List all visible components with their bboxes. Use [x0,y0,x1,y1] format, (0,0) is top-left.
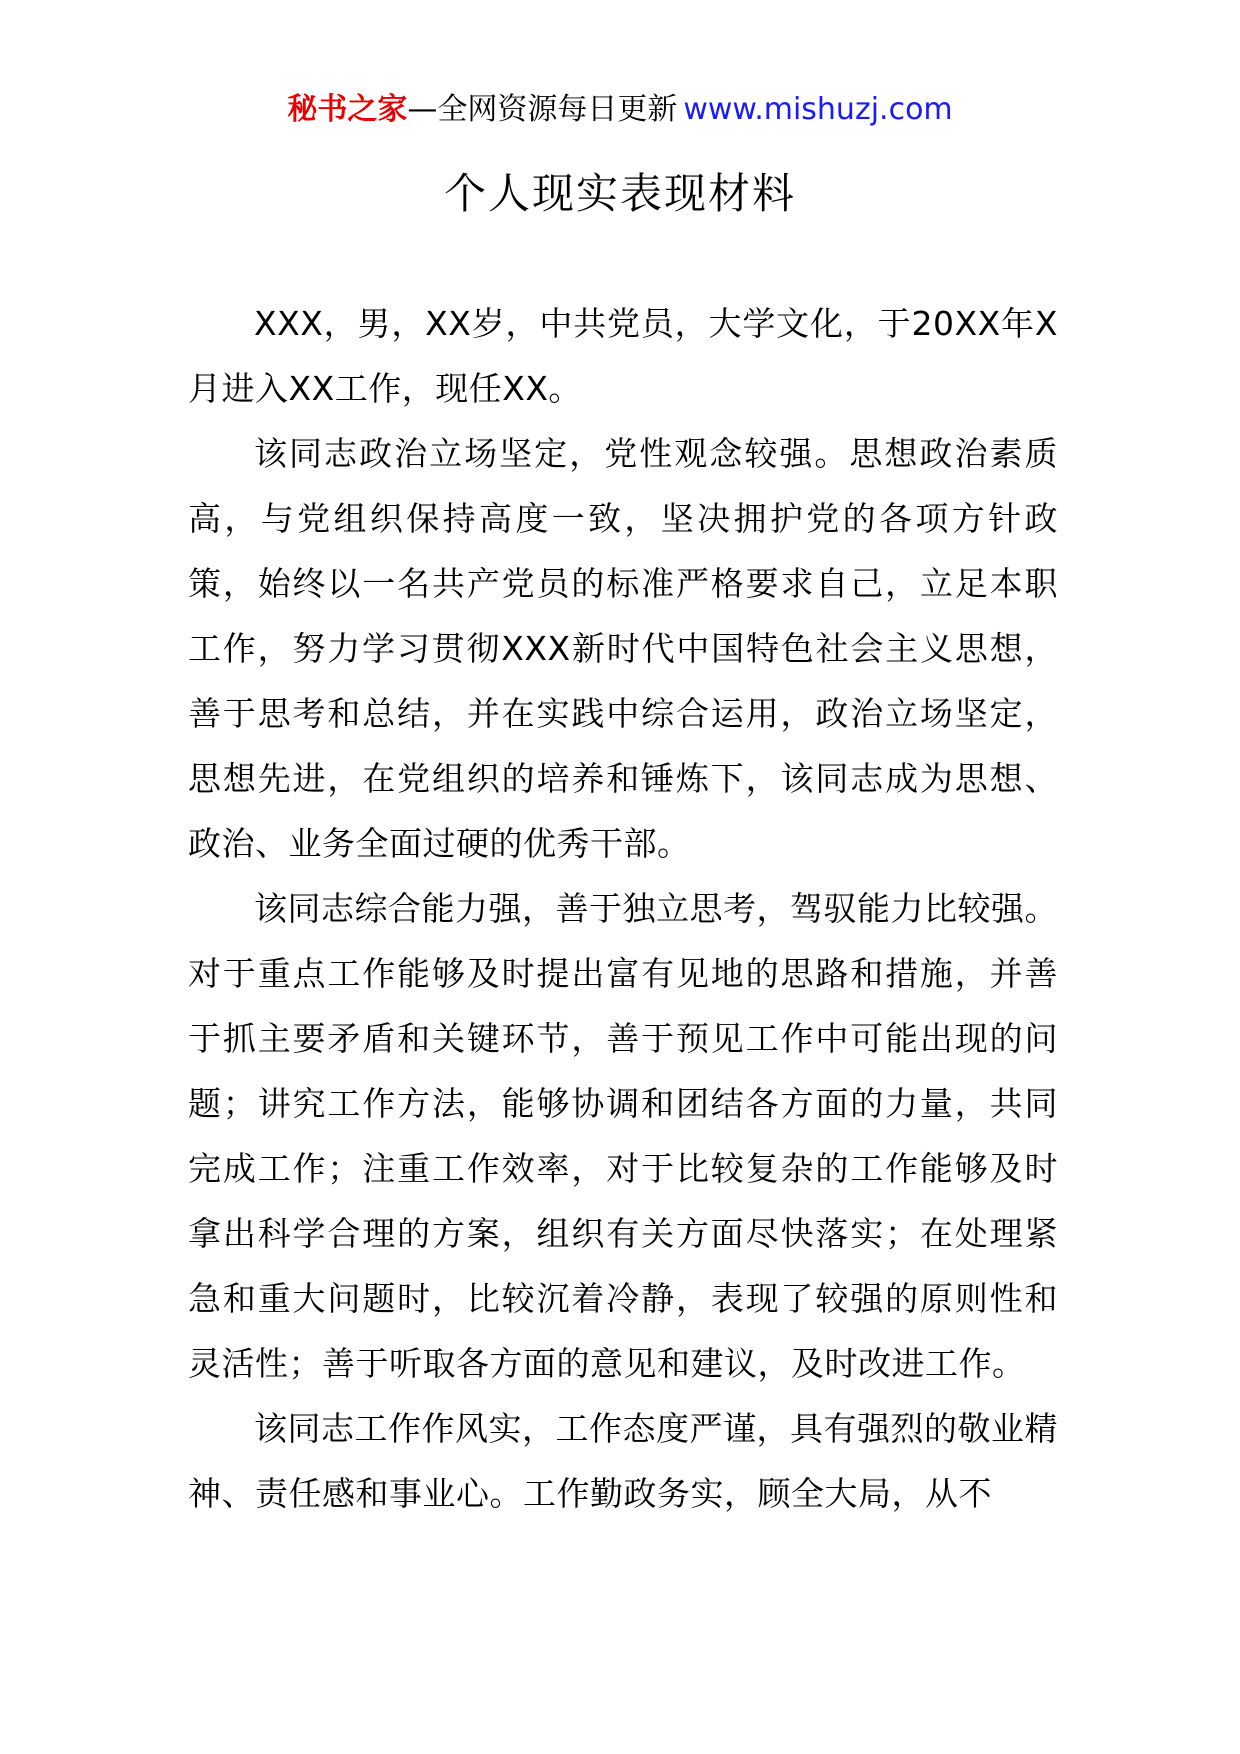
site-header [0,90,1240,130]
paragraph-work-style: 该同志工作作风实，工作态度严谨，具有强烈的敬业精神、责任感和事业心。工作勤政务实，顾全大局，从不 [188,1409,1058,1513]
site-name: 秘书之家 [287,92,408,127]
paragraph-basic-info: XXX，男，XX岁，中共党员，大学文化，于20XX年X月进入XX工作，现任XX。 [188,304,1058,408]
paragraph-political-stance: 该同志政治立场坚定，党性观念较强。思想政治素质高，与党组织保持高度一致，坚决拥护党的各项方针政策，始终以一名共产党员的标准严格要求自己，立足本职工作，努力学习贯彻XXX新时代中国特色社会主义思想，善于思考和总结，并在实践中综合运用，政治立场坚定，思想先进，在党组织的培养和锤炼下，该同志成为思想、政治、业务全面过硬的优秀干部。 [188,434,1058,863]
document-title: 个人现实表现材料 [443,169,796,218]
site-url-link[interactable]: www.mishuzj.com [683,92,953,127]
site-tagline: —全网资源每日更新 [407,92,678,127]
paragraph-ability: 该同志综合能力强，善于独立思考，驾驭能力比较强。对于重点工作能够及时提出富有见地的思路和措施，并善于抓主要矛盾和关键环节，善于预见工作中可能出现的问题；讲究工作方法，能够协调和团结各方面的力量，共同完成工作；注重工作效率，对于比较复杂的工作能够及时拿出科学合理的方案，组织有关方面尽快落实；在处理紧急和重大问题时，比较沉着冷静，表现了较强的原则性和灵活性；善于听取各方面的意见和建议，及时改进工作。 [188,889,1058,1383]
document-body [188,291,1058,1526]
